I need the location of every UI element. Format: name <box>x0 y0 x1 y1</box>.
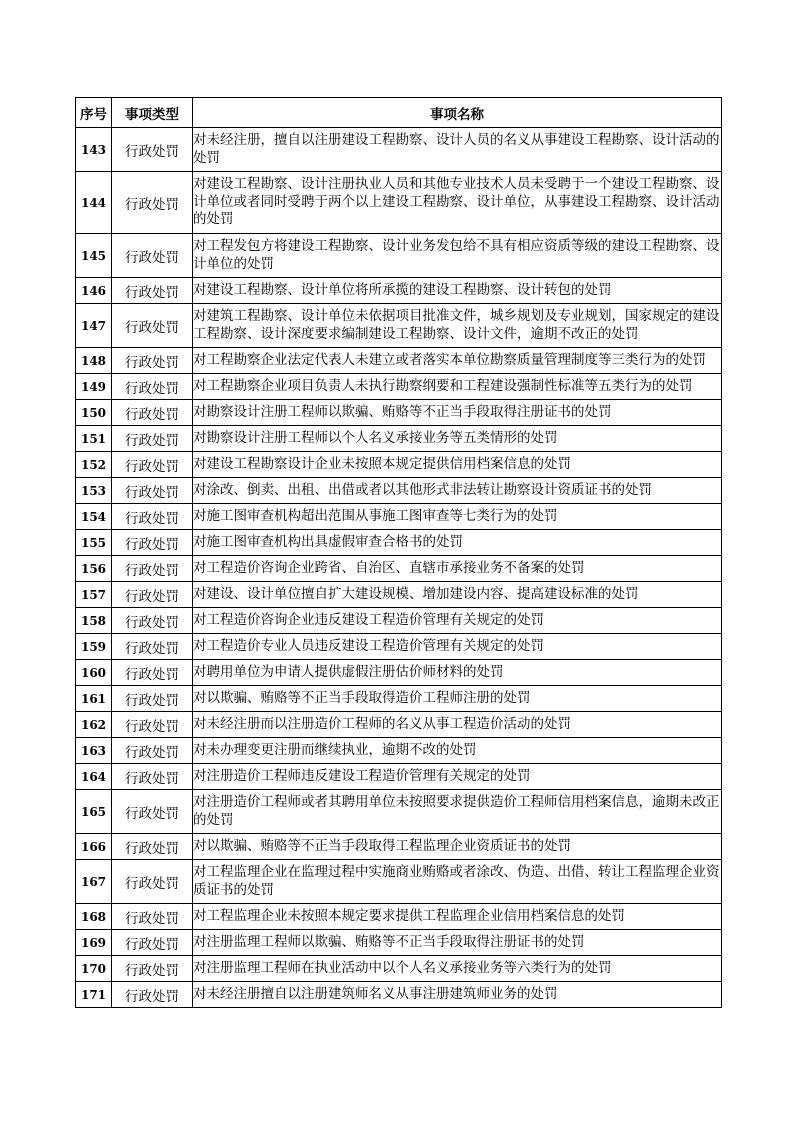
table-row <box>76 834 722 860</box>
table-row <box>76 504 722 530</box>
row-item-type: 行政处罚 <box>112 904 193 930</box>
row-number: 150 <box>76 400 112 426</box>
row-item-type: 行政处罚 <box>112 634 193 660</box>
table-row <box>76 348 722 374</box>
row-item-name: 对工程勘察企业项目负责人未执行勘察纲要和工程建设强制性标准等五类行为的处罚 <box>193 374 722 400</box>
row-item-type: 行政处罚 <box>112 504 193 530</box>
row-number: 147 <box>76 304 112 348</box>
row-number: 155 <box>76 530 112 556</box>
row-item-type: 行政处罚 <box>112 556 193 582</box>
items-table <box>75 97 722 1008</box>
row-number: 149 <box>76 374 112 400</box>
table-row <box>76 530 722 556</box>
row-number: 169 <box>76 930 112 956</box>
row-number: 157 <box>76 582 112 608</box>
table-row <box>76 172 722 234</box>
row-item-name: 对未经注册而以注册造价工程师的名义从事工程造价活动的处罚 <box>193 712 722 738</box>
row-item-name: 对勘察设计注册工程师以欺骗、贿赂等不正当手段取得注册证书的处罚 <box>193 400 722 426</box>
row-number: 158 <box>76 608 112 634</box>
row-item-type: 行政处罚 <box>112 400 193 426</box>
row-number: 154 <box>76 504 112 530</box>
header-item-type: 事项类型 <box>112 98 193 128</box>
table-row <box>76 634 722 660</box>
row-item-name: 对未经注册，擅自以注册建设工程勘察、设计人员的名义从事建设工程勘察、设计活动的处罚 <box>193 128 722 172</box>
row-item-type: 行政处罚 <box>112 790 193 834</box>
table-row <box>76 904 722 930</box>
table-row <box>76 982 722 1008</box>
row-item-name: 对工程监理企业在监理过程中实施商业贿赂或者涂改、伪造、出借、转让工程监理企业资质证书的处罚 <box>193 860 722 904</box>
row-item-name: 对注册造价工程师或者其聘用单位未按照要求提供造价工程师信用档案信息，逾期未改正的处罚 <box>193 790 722 834</box>
row-item-type: 行政处罚 <box>112 452 193 478</box>
table-row <box>76 660 722 686</box>
row-item-type: 行政处罚 <box>112 660 193 686</box>
row-item-name: 对工程造价咨询企业跨省、自治区、直辖市承接业务不备案的处罚 <box>193 556 722 582</box>
row-item-name: 对建设、设计单位擅自扩大建设规模、增加建设内容、提高建设标准的处罚 <box>193 582 722 608</box>
row-item-type: 行政处罚 <box>112 834 193 860</box>
row-item-name: 对勘察设计注册工程师以个人名义承接业务等五类情形的处罚 <box>193 426 722 452</box>
row-item-type: 行政处罚 <box>112 956 193 982</box>
row-item-type: 行政处罚 <box>112 738 193 764</box>
row-item-type: 行政处罚 <box>112 582 193 608</box>
row-item-name: 对建设工程勘察、设计注册执业人员和其他专业技术人员未受聘于一个建设工程勘察、设计单位或者同时受聘于两个以上建设工程勘察、设计单位，从事建设工程勘察、设计活动的处罚 <box>193 172 722 234</box>
row-item-name: 对聘用单位为申请人提供虚假注册估价师材料的处罚 <box>193 660 722 686</box>
row-item-type: 行政处罚 <box>112 686 193 712</box>
row-number: 163 <box>76 738 112 764</box>
row-item-type: 行政处罚 <box>112 278 193 304</box>
row-item-name: 对建筑工程勘察、设计单位未依据项目批准文件，城乡规划及专业规划，国家规定的建设工程勘察、设计深度要求编制建设工程勘察、设计文件，逾期不改正的处罚 <box>193 304 722 348</box>
row-item-type: 行政处罚 <box>112 712 193 738</box>
header-number: 序号 <box>76 98 112 128</box>
row-item-name: 对建设工程勘察设计企业未按照本规定提供信用档案信息的处罚 <box>193 452 722 478</box>
table-row <box>76 374 722 400</box>
table-row <box>76 400 722 426</box>
row-number: 156 <box>76 556 112 582</box>
row-item-name: 对注册监理工程师以欺骗、贿赂等不正当手段取得注册证书的处罚 <box>193 930 722 956</box>
row-item-type: 行政处罚 <box>112 608 193 634</box>
row-number: 144 <box>76 172 112 234</box>
table-row <box>76 556 722 582</box>
table-row <box>76 234 722 278</box>
row-item-name: 对未经注册擅自以注册建筑师名义从事注册建筑师业务的处罚 <box>193 982 722 1008</box>
table-row <box>76 278 722 304</box>
row-item-name: 对未办理变更注册而继续执业，逾期不改的处罚 <box>193 738 722 764</box>
table-row <box>76 582 722 608</box>
row-item-type: 行政处罚 <box>112 304 193 348</box>
table-row <box>76 860 722 904</box>
row-item-name: 对施工图审查机构出具虚假审查合格书的处罚 <box>193 530 722 556</box>
row-number: 162 <box>76 712 112 738</box>
row-number: 160 <box>76 660 112 686</box>
table-row <box>76 764 722 790</box>
table-row <box>76 738 722 764</box>
table-row <box>76 608 722 634</box>
row-number: 167 <box>76 860 112 904</box>
table-row <box>76 426 722 452</box>
table-row <box>76 956 722 982</box>
row-number: 166 <box>76 834 112 860</box>
table-row <box>76 930 722 956</box>
row-item-name: 对建设工程勘察、设计单位将所承揽的建设工程勘察、设计转包的处罚 <box>193 278 722 304</box>
row-item-name: 对涂改、倒卖、出租、出借或者以其他形式非法转让勘察设计资质证书的处罚 <box>193 478 722 504</box>
row-item-type: 行政处罚 <box>112 478 193 504</box>
row-item-type: 行政处罚 <box>112 764 193 790</box>
table-row <box>76 452 722 478</box>
table-row <box>76 686 722 712</box>
row-number: 153 <box>76 478 112 504</box>
row-number: 171 <box>76 982 112 1008</box>
row-item-type: 行政处罚 <box>112 982 193 1008</box>
table-row <box>76 128 722 172</box>
row-item-name: 对以欺骗、贿赂等不正当手段取得造价工程师注册的处罚 <box>193 686 722 712</box>
row-item-name: 对注册造价工程师违反建设工程造价管理有关规定的处罚 <box>193 764 722 790</box>
row-item-name: 对工程发包方将建设工程勘察、设计业务发包给不具有相应资质等级的建设工程勘察、设计单位的处罚 <box>193 234 722 278</box>
row-item-name: 对以欺骗、贿赂等不正当手段取得工程监理企业资质证书的处罚 <box>193 834 722 860</box>
header-item-name: 事项名称 <box>193 98 722 128</box>
row-item-type: 行政处罚 <box>112 172 193 234</box>
row-item-name: 对工程勘察企业法定代表人未建立或者落实本单位勘察质量管理制度等三类行为的处罚 <box>193 348 722 374</box>
table-row <box>76 712 722 738</box>
row-number: 143 <box>76 128 112 172</box>
row-item-type: 行政处罚 <box>112 860 193 904</box>
row-number: 161 <box>76 686 112 712</box>
row-number: 164 <box>76 764 112 790</box>
row-item-name: 对注册监理工程师在执业活动中以个人名义承接业务等六类行为的处罚 <box>193 956 722 982</box>
row-item-name: 对工程造价专业人员违反建设工程造价管理有关规定的处罚 <box>193 634 722 660</box>
table-row <box>76 304 722 348</box>
row-item-type: 行政处罚 <box>112 374 193 400</box>
row-number: 165 <box>76 790 112 834</box>
row-number: 159 <box>76 634 112 660</box>
row-item-name: 对工程监理企业未按照本规定要求提供工程监理企业信用档案信息的处罚 <box>193 904 722 930</box>
row-item-type: 行政处罚 <box>112 348 193 374</box>
row-item-name: 对施工图审查机构超出范围从事施工图审查等七类行为的处罚 <box>193 504 722 530</box>
row-number: 152 <box>76 452 112 478</box>
row-number: 148 <box>76 348 112 374</box>
table-row <box>76 790 722 834</box>
row-number: 168 <box>76 904 112 930</box>
row-item-type: 行政处罚 <box>112 930 193 956</box>
row-item-type: 行政处罚 <box>112 128 193 172</box>
row-item-type: 行政处罚 <box>112 234 193 278</box>
table-header-row <box>76 98 722 128</box>
row-number: 146 <box>76 278 112 304</box>
row-item-type: 行政处罚 <box>112 530 193 556</box>
row-item-type: 行政处罚 <box>112 426 193 452</box>
row-number: 170 <box>76 956 112 982</box>
table-row <box>76 478 722 504</box>
row-item-name: 对工程造价咨询企业违反建设工程造价管理有关规定的处罚 <box>193 608 722 634</box>
row-number: 151 <box>76 426 112 452</box>
row-number: 145 <box>76 234 112 278</box>
